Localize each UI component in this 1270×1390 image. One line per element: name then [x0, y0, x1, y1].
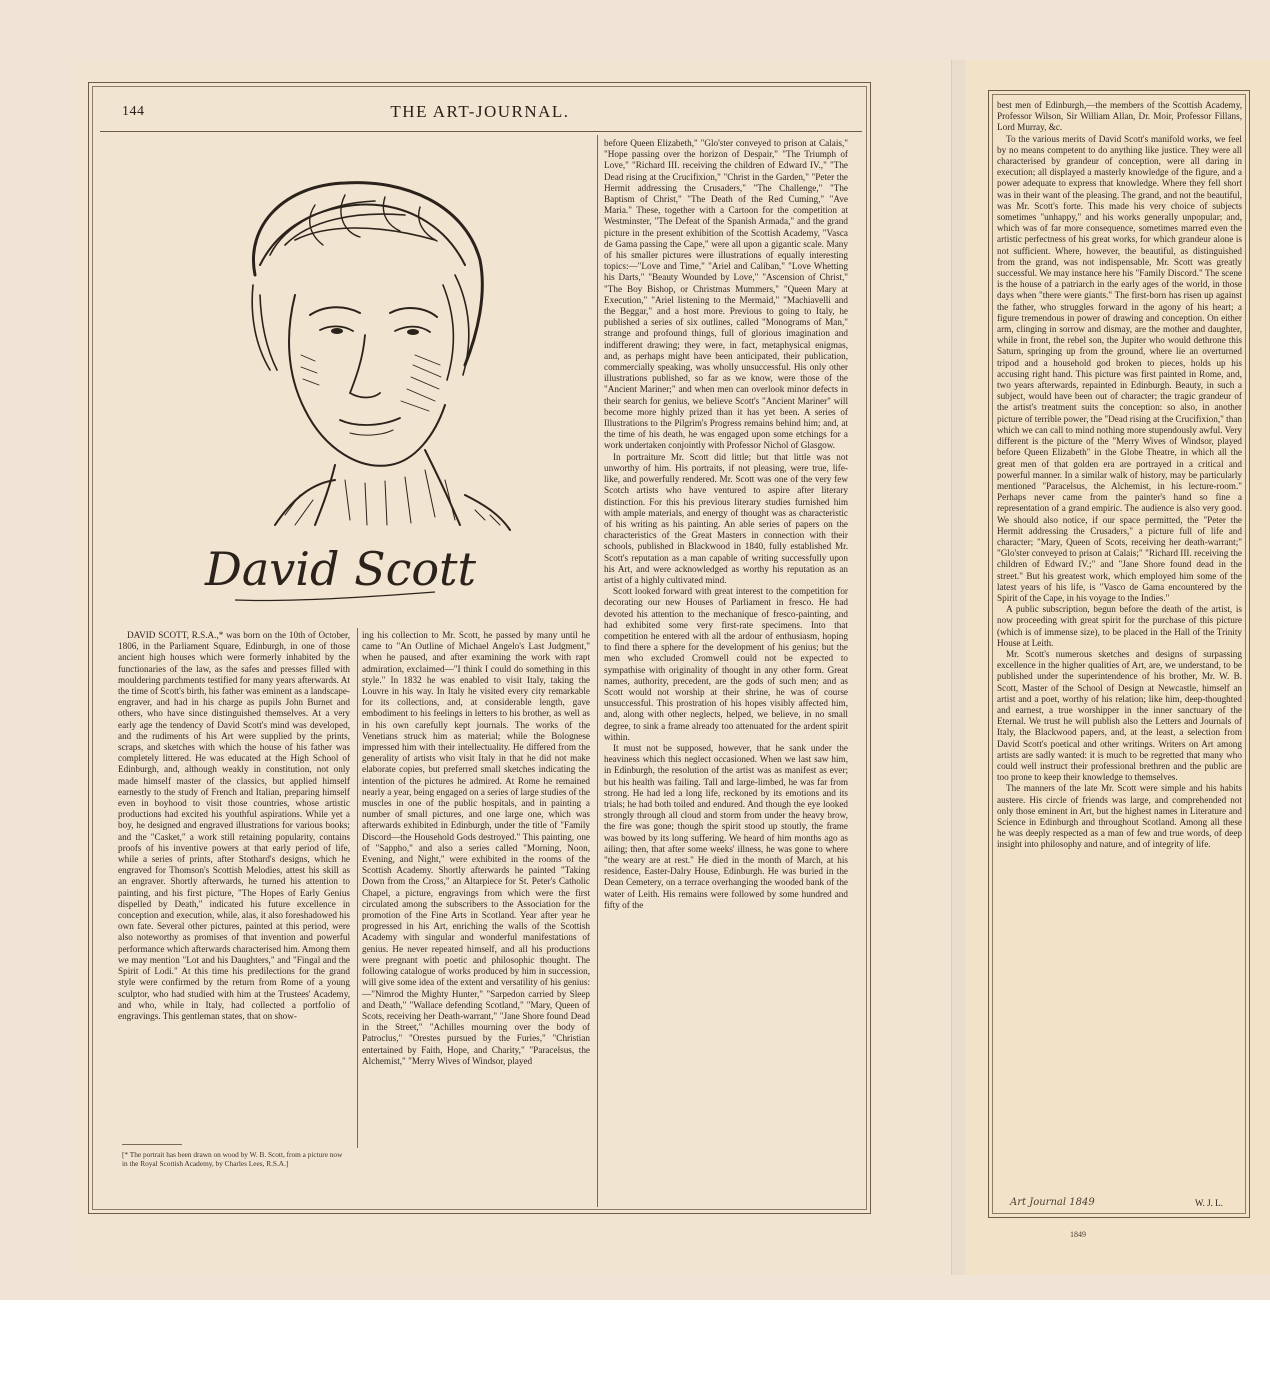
article-column-4 [997, 100, 1242, 1194]
journal-title: THE ART-JOURNAL. [390, 102, 570, 121]
portrait-footnote: [* The portrait has been drawn on wood by W. B. Scott, from a picture now in the Royal Scottish Academy, by Charles Lees, R.S.A.] [122, 1150, 343, 1168]
column3-paragraph: Scott looked forward with great interest to the competition for decorating our new Houses of Parliament in fresco. He had devoted his attention to the mechanique of fresco-painting, and had exhibited some very first-rate specimens. Into that competition he entered with all the ardour of enthusiasm, hoping to find there a sphere for the development of his genius; but the men who excluded Cromwell could not be expected to sympathise with originality of thought in any other form. Great names, authority, precedent, are the gods of such men; and as Scott would not worship at their shrine, he was of course unsuccessful. This prostration of his hopes visibly affected him, and, along with other neglects, helped, we believe, in no small degree, to sink a frame already too attenuated for the ardent spirit within. [604, 586, 848, 742]
column4-paragraph: To the various merits of David Scott's manifold works, we feel by no means competent to do anything like justice. They were all characterised by grandeur of conception, were all daring in execution; all displayed a masterly knowledge of the figure, and a power adequate to express that knowledge. Where they fell short was in their want of the pleasing. The grand, and not the beautiful, was Mr. Scott's forte. This made his very choice of subjects sometimes "unhappy," and his works generally unpopular; and, which was of far more consequence, sometimes marred even the artistic perfectness of his great works, for which grandeur alone is not sufficient. Where, however, the beautiful, as distinguished from the grand, was not indispensable, Mr. Scott was greatly successful. We may instance here his "Family Discord." The scene is the house of a patriarch in the early ages of the world, in those days when "there were giants." The first-born has risen up against the father, who struggles forward in the agony of his heart; a figure tremendous in power of drawing and conception. On either arm, clinging in sorrow and dismay, are the mother and daughter, while in front, the rebel son, the Jupiter who would dethrone this Saturn, springing up from the ground, where lie an overturned tripod and a household god broken to pieces, holds up his accusing right hand. This picture was first painted in Rome, and, two years afterwards, repainted in Edinburgh. Beauty, in such a subject, would have been out of character; the tragic grandeur of the artist's treatment suits the conception: so also, in another picture of terrible power, the "Dead rising at the Crucifixion," than which we can call to mind nothing more stupendously awful. Very different is the picture of the "Merry Wives of Windsor, played before Queen Elizabeth" in the Globe Theatre, in which all the great men of that golden era are portrayed in a critical and powerful manner. In a similar walk of history, may be particularly mentioned "Paracelsus, the Alchemist, in his lecture-room." Perhaps never came from the painter's hand so fine a representation of a grand empiric. The audience is also very good. We should also notice, if our space permitted, the "Peter the Hermit addressing the Crusaders," a picture full of life and character; "Mary, Queen of Scots, receiving her death-warrant;" "Glo'ster conveyed to prison at Calais;" "Richard III. receiving the children of Edward IV.;" and "Jane Shore found dead in the street." But his greatest work, which employed him some of the latest years of his life, is "Vasco de Gama encountered by the Spirit of the Cape, in his voyage to the Indies." [997, 133, 1242, 603]
portrait-signature [195, 540, 525, 610]
handwritten-source-note: Art Journal 1849 [1010, 1197, 1095, 1208]
column-rule-2 [597, 135, 598, 1207]
article-column-3 [604, 138, 848, 1204]
page-header [100, 104, 860, 126]
column3-paragraph: before Queen Elizabeth," "Glo'ster conveyed to prison at Calais," "Hope passing over the horizon of Despair," "The Triumph of Love," "Richard III. receiving the children of Edward IV.," "The Dead rising at the Crucifixion," "Christ in the Garden," "Peter the Hermit addressing the Crusaders," "The Challenge," "The Baptism of Christ," "The Death of the Red Cuming," "Ave Maria." These, together with a Cartoon for the competition at Westminster, "The Defeat of the Spanish Armada," and the grand picture in the present exhibition of the Scottish Academy, "Vasca de Gama passing the Cape," were all upon a gigantic scale. Many of his smaller pictures were illustrations of equally interesting topics:—"Love and Time," "Ariel and Caliban," "Love Whetting his Darts," "Beauty Wounded by Love," "Ascension of Christ," "The Boy Bishop, or Christmas Mummers," "Queen Mary at Execution," "Ariel listening to the Mermaid," "Machiavelli and the Beggar," and a host more. Previous to going to Italy, he published a series of six outlines, called "Monograms of Man," strange and profound things, full of glorious imagination and indifferent drawing; they were, in fact, metaphysical enigmas, and, as perhaps might have been anticipated, their publication, commercially speaking, was wholly unsuccessful. His only other illustrations published, so far as we know, were those of the "Ancient Mariner;" and when men can overlook minor defects in their search for genius, we believe Scott's "Ancient Mariner" will become more highly prized than it has yet been. A series of Illustrations to the Pilgrim's Progress remains behind him; and, at the time of his death, he was engaged upon some etchings for a work undertaken conjointly with Professor Nichol of Glasgow. [604, 138, 848, 451]
page-number: 144 [122, 104, 145, 119]
article-column-2 [362, 630, 590, 1202]
portrait-engraving [215, 165, 515, 535]
footnote-rule [122, 1144, 182, 1145]
bottom-margin [0, 1300, 1270, 1390]
column3-paragraph: It must not be supposed, however, that he sank under the heaviness which this neglect occasioned. When we last saw him, in Edinburgh, the resolution of the artist was as manifest as ever; but his health was failing. Tall and large-limbed, he was far from strong. He had led a long life, reckoned by its emotions and its trials; he had both toiled and endured. And though the eye looked strongly through all cloud and storm from under the heavy brow, the fire was gone; though the spirit stood up stoutly, the frame was bowed by its long suffering. We heard of him months ago as ailing; then, that after some weeks' illness, he was gone to where "the weary are at rest." He died in the month of March, at his residence, Easter-Dalry House, Edinburgh. He was buried in the Dean Cemetery, on a terrace overhanging the wooded bank of the water of Leith. His remains were followed by some hundred and fifty of the [604, 742, 848, 910]
author-initials: W. J. L. [1195, 1198, 1223, 1208]
column4-paragraph: A public subscription, begun before the death of the artist, is now proceeding with great spirit for the purchase of this picture (which is of immense size), to be placed in the Hall of the Trinity House at Leith. [997, 604, 1242, 648]
svg-text:David Scott: David Scott [205, 542, 477, 596]
year-label: 1849 [1070, 1230, 1086, 1239]
column1-paragraph: DAVID SCOTT, R.S.A.,* was born on the 10th of October, 1806, in the Parliament Square, Edinburgh, in one of those ancient high houses which were formerly inhabited by the functionaries of the law, as the safes and presses filled with mouldering parchments testified for many years afterwards. At the time of Scott's birth, his father was eminent as a landscape-engraver, and had in his charge as pupils John Burnet and others, who have since distinguished themselves. At a very early age the tendency of David Scott's mind was developed, and the rudiments of his Art were supplied by the prints, scraps, and sketches with which the house of his father was completely littered. He was educated at the High School of Edinburgh, and, although weakly in constitution, not only made himself master of the classics, but applied himself earnestly to the study of French and Italian, preparing himself even in boyhood to visit those countries, whose artistic productions had excited his youthful aspirations. While yet a boy, he designed and engraved illustrations for various books; and the "Casket," a work still retaining popularity, contains proofs of his inventive powers at that early period of life, while a series of prints, after Stothard's designs, which he engraved for Thomson's Scottish Melodies, attest his skill as an engraver. Shortly afterwards, he turned his attention to painting, and his first picture, "The Hopes of Early Genius dispelled by Death," indicated his future excellence in conception and execution, while, alas, it also foreshadowed his own fate. Several other pictures, painted at this period, were also noteworthy as promises of that invention and powerful performance which afterwards characterised him. Among them we may mention "Lot and his Daughters," and "Fingal and the Spirit of Lodi." At this time his predilections for the grand style were confirmed by the return from Rome of a young sculptor, who had studied with him at the Trustees' Academy, and who, while in Italy, had collected a portfolio of engravings. This gentleman states, that on show- [118, 630, 350, 1021]
column-rule-1 [357, 628, 358, 1148]
header-rule [100, 131, 862, 132]
column2-paragraph: ing his collection to Mr. Scott, he passed by many until he came to "An Outline of Michael Angelo's Last Judgment," when he paused, and after examining the work with rapt admiration, exclaimed—"I think I could do something in this style." In 1832 he was enabled to visit Italy, taking the Louvre in his way. In Italy he visited every city remarkable for its collections, and, at considerable length, gave embodiment to his feelings in letters to his brother, as well as in his own carefully kept journals. The works of the Venetians struck him as material; while the Bolognese impressed him with their intellectuality. He differed from the generality of artists who visit Italy in that he did not make elaborate copies, but preferred small sketches indicating the intention of the pictures he admired. At Rome he remained nearly a year, being engaged on a series of large studies of the muscles in one of the public hospitals, and in painting a number of small pictures, and one large one, which was afterwards exhibited in Edinburgh, under the title of "Family Discord—the Household Gods destroyed." This painting, one of "Sappho," and also a series called "Morning, Noon, Evening, and Night," were exhibited in the rooms of the Scottish Academy. Shortly afterwards he painted "Taking Down from the Cross," an Altarpiece for St. Peter's Catholic Chapel, a picture, engravings from which were the first circulated among the subscribers to the Association for the promotion of the Fine Arts in Scotland. Year after year he progressed in his Art, enriching the walls of the Scottish Academy with singular and wonderful manifestations of genius. He never repeated himself, and all his productions were pregnant with poetic and philosophic thought. The following catalogue of works produced by him in succession, will give some idea of the extent and versatility of his genius:—"Nimrod the Mighty Hunter," "Sarpedon carried by Sleep and Death," "Wallace defending Scotland," "Mary, Queen of Scots, receiving her Death-warrant," "Jane Shore found Dead in the Street," "Achilles mourning over the body of Patroclus," "Orestes pursued by the Furies," "Christian entertained by Faith, Hope, and Charity," "Paracelsus, the Alchemist," "Merry Wives of Windsor, played [362, 630, 590, 1066]
column4-paragraph: best men of Edinburgh,—the members of the Scottish Academy, Professor Wilson, Sir William Allan, Dr. Moir, Professor Fillans, Lord Murray, &c. [997, 100, 1242, 133]
column4-paragraph: Mr. Scott's numerous sketches and designs of surpassing excellence in the higher qualities of Art, are, we understand, to be published under the superintendence of his brother, Mr. W. B. Scott, Master of the School of Design at Newcastle, himself an artist and a poet, worthy of his relation; like him, deep-thoughted and earnest, a true worshipper in the inner sanctuary of the Eternal. We trust he will publish also the Letters and Journals of Italy, the Blackwood papers, and, at the least, a selection from David Scott's poetical and other writings. Writers on Art among artists are sadly wanted: it is much to be regretted that many who could well instruct their professional brethren and the public are too prone to keep their knowledge to themselves. [997, 648, 1242, 783]
article-column-1 [118, 630, 350, 1138]
column3-paragraph: In portraiture Mr. Scott did little; but that little was not unworthy of him. His portraits, if not pleasing, were true, life-like, and powerfully rendered. Mr. Scott was one of the very few Scotch artists who have ventured to aspire after literary distinction. For this his previous literary studies furnished him with ample materials, and energy of thought was as characteristic of his writing as his painting. An able series of papers on the characteristics of the Great Masters in connection with their schools, published in Blackwood in 1840, fully established Mr. Scott's reputation as a man capable of writing successfully upon his Art, and were acknowledged as worthy his reputation as an artist of a highly cultivated mind. [604, 451, 848, 585]
column4-paragraph: The manners of the late Mr. Scott were simple and his habits austere. His circle of friends was large, and comprehended not only those eminent in Art, but the highest names in Literature and Science in Edinburgh and throughout Scotland. Among all these he was deeply respected as a man of few and true words, of deep insight into philosophy and nature, and of integrity of life. [997, 783, 1242, 850]
